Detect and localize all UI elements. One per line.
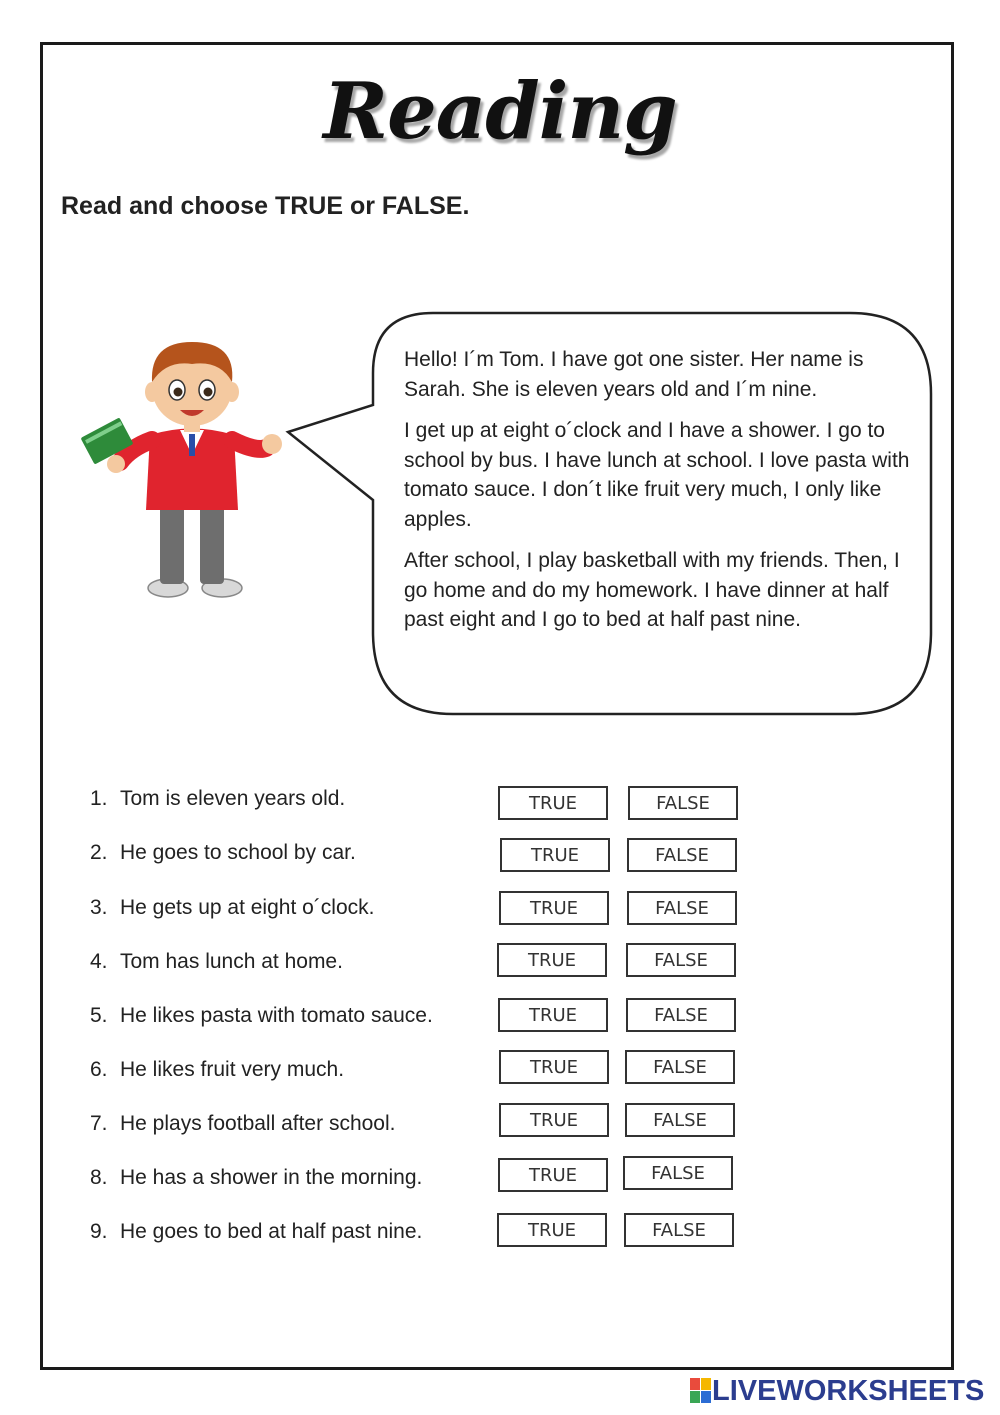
q1-true-button[interactable]: TRUE [498, 786, 608, 820]
question-2: 2. He goes to school by car. [90, 841, 356, 864]
question-text: He gets up at eight o´clock. [120, 896, 375, 919]
q4-false-button[interactable]: FALSE [626, 943, 736, 977]
q3-true-button[interactable]: TRUE [499, 891, 609, 925]
q9-false-button[interactable]: FALSE [624, 1213, 734, 1247]
passage-text [404, 345, 914, 647]
passage-paragraph-3: After school, I play basketball with my friends. Then, I go home and do my homework. I have dinner at half past eight and I go to bed at half past nine. [404, 549, 900, 631]
question-9: 9. He goes to bed at half past nine. [90, 1220, 423, 1243]
q8-true-button[interactable]: TRUE [498, 1158, 608, 1192]
question-text: He likes fruit very much. [120, 1058, 345, 1081]
q8-false-button[interactable]: FALSE [623, 1156, 733, 1190]
question-8: 8. He has a shower in the morning. [90, 1166, 423, 1189]
q2-false-button[interactable]: FALSE [627, 838, 737, 872]
passage-paragraph-2: I get up at eight o´clock and I have a shower. I go to school by bus. I have lunch at school. I love pasta with tomato sauce. I don´t like fruit very much, I only like apples. [404, 419, 910, 531]
page-title: Reading [323, 66, 677, 157]
question-1: 1. Tom is eleven years old. [90, 787, 346, 810]
question-text: Tom is eleven years old. [120, 787, 346, 810]
question-5: 5. He likes pasta with tomato sauce. [90, 1004, 433, 1027]
liveworksheets-brand-text: LIVEWORKSHEETS [712, 1374, 985, 1407]
q5-false-button[interactable]: FALSE [626, 998, 736, 1032]
question-3: 3. He gets up at eight o´clock. [90, 896, 375, 919]
q4-true-button[interactable]: TRUE [497, 943, 607, 977]
liveworksheets-logo-icon [690, 1378, 712, 1404]
question-text: He has a shower in the morning. [120, 1166, 423, 1189]
question-4: 4. Tom has lunch at home. [90, 950, 343, 973]
instruction-text: Read and choose TRUE or FALSE. [61, 192, 470, 220]
q6-false-button[interactable]: FALSE [625, 1050, 735, 1084]
question-text: He goes to bed at half past nine. [120, 1220, 423, 1243]
liveworksheets-logo[interactable] [690, 1374, 984, 1408]
q7-true-button[interactable]: TRUE [499, 1103, 609, 1137]
question-text: He plays football after school. [120, 1112, 396, 1135]
passage-paragraph-1: Hello! I´m Tom. I have got one sister. Her name is Sarah. She is eleven years old and I´m nine. [404, 348, 864, 401]
q2-true-button[interactable]: TRUE [500, 838, 610, 872]
q5-true-button[interactable]: TRUE [498, 998, 608, 1032]
question-text: Tom has lunch at home. [120, 950, 343, 973]
question-text: He goes to school by car. [120, 841, 356, 864]
question-7: 7. He plays football after school. [90, 1112, 396, 1135]
q7-false-button[interactable]: FALSE [625, 1103, 735, 1137]
q6-true-button[interactable]: TRUE [499, 1050, 609, 1084]
question-6: 6. He likes fruit very much. [90, 1058, 345, 1081]
q3-false-button[interactable]: FALSE [627, 891, 737, 925]
question-text: He likes pasta with tomato sauce. [120, 1004, 433, 1027]
q9-true-button[interactable]: TRUE [497, 1213, 607, 1247]
boy-illustration [80, 330, 290, 610]
q1-false-button[interactable]: FALSE [628, 786, 738, 820]
